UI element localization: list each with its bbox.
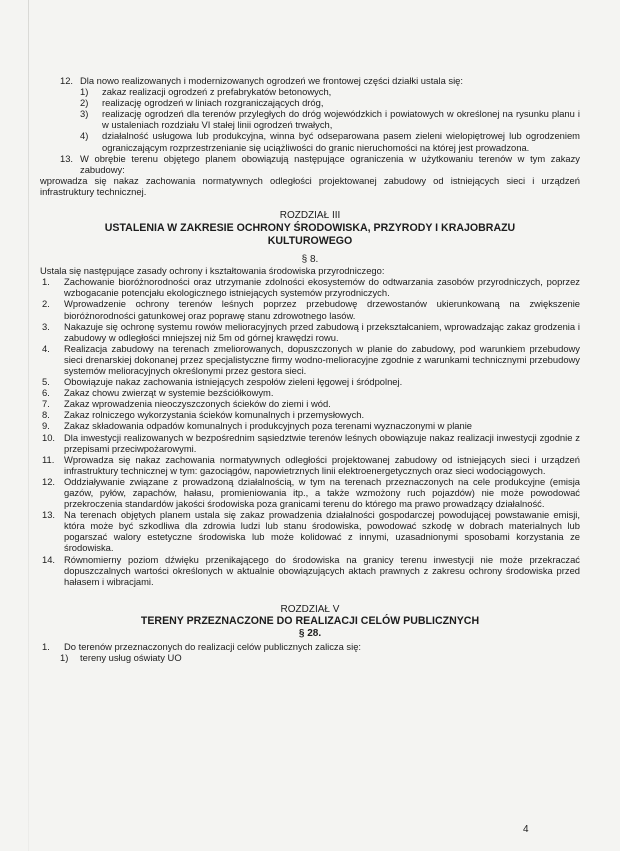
item-number: 14. xyxy=(42,553,56,565)
list-item xyxy=(40,387,580,398)
item-number: 9. xyxy=(42,420,50,432)
item-number: 2. xyxy=(42,298,50,310)
sub-item-number: 2) xyxy=(80,97,89,109)
sub-item-text: działalność usługowa lub produkcyjna, winna być odseparowana pasem zieleni wielopiętrowej lub ogrodzeniem ograniczającym rozprzestrzenianie się uciążliwości do granic nieruchomości na której jest prowadzona. xyxy=(102,130,580,153)
sub-item-number: 1) xyxy=(60,652,69,664)
list-item xyxy=(40,476,580,509)
list-item xyxy=(40,298,580,320)
item-number: 8. xyxy=(42,409,50,421)
list-item xyxy=(40,454,580,476)
sub-item-number: 3) xyxy=(80,108,89,120)
list-item xyxy=(40,343,580,376)
item-number: 7. xyxy=(42,398,50,410)
list-item xyxy=(40,153,580,175)
list-item xyxy=(40,398,580,409)
sub-item-text: tereny usług oświaty UO xyxy=(80,652,182,664)
sub-item-number: 4) xyxy=(80,130,89,142)
item-text: Zakaz rolniczego wykorzystania ścieków komunalnych i przemysłowych. xyxy=(64,409,365,421)
item-text: Do terenów przeznaczonych do realizacji celów publicznych zalicza się: xyxy=(64,641,362,653)
chapter-label: ROZDZIAŁ III xyxy=(279,210,341,222)
item-number: 1. xyxy=(42,276,50,288)
section-heading: § 28. xyxy=(298,627,322,639)
item-text: Na terenach objętych planem ustala się zakaz prowadzenia działalności gospodarczej powodującej powstawanie emisji, która może być szkodliwa dla zdrowia ludzi lub stanu środowiska, powodować szkodę w dobrach materialnych lub pogarszać walory estetyczne środowiska lub może kolidować z innymi, uzasadnionymi sposobami korzystania ze środowiska. xyxy=(64,509,580,554)
list-item xyxy=(40,276,580,298)
item-text: Zachowanie bioróżnorodności oraz utrzymanie zdolności ekosystemów do odtwarzania zasobów przyrodniczych, poprzez wzbogacanie potencjału ekologicznego istniejących systemów przyrodniczych. xyxy=(64,276,580,299)
sub-list-item xyxy=(40,108,580,130)
document-body xyxy=(40,75,580,663)
list-item xyxy=(40,75,580,86)
sub-list-item xyxy=(40,86,580,97)
item-text: Dla nowo realizowanych i modernizowanych ogrodzeń we frontowej części działki ustala się: xyxy=(80,75,463,86)
item-text: Realizacja zabudowy na terenach zmeliorowanych, dopuszczonych w planie do zabudowy, pod warunkiem przebudowy sieci drenarskiej dokonanej przez specjalistyczne firmy wodno-melioracyjne zgodnie z warunkami technicznymi przebudowy systemów melioracyjnych określonymi przez gestora sieci. xyxy=(64,342,580,376)
item-number: 3. xyxy=(42,320,50,332)
page-number: 4 xyxy=(523,824,529,835)
chapter-title: TERENY PRZEZNACZONE DO REALIZACJI CELÓW PUBLICZNYCH xyxy=(140,614,480,627)
item-text: Wprowadzenie ochrony terenów leśnych poprzez przebudowę drzewostanów ukierunkowaną na zwiększenie bioróżnorodności gatunkowej oraz poprawę stanu zdrowotnego lasów. xyxy=(64,298,580,321)
sub-item-text: realizację ogrodzeń w liniach rozgraniczających dróg, xyxy=(102,97,324,109)
paragraph-note: wprowadza się nakaz zachowania normatywnych odległości projektowanej zabudowy od istniejących sieci i urządzeń infrastruktury technicznej. xyxy=(40,174,580,197)
item-text: Zakaz składowania odpadów komunalnych i produkcyjnych poza terenami wyznaczonymi w planie xyxy=(64,420,473,432)
item-number: 5. xyxy=(42,376,50,388)
item-number: 13. xyxy=(60,152,74,164)
item-text: Równomierny poziom dźwięku przenikającego do środowiska na granicy terenu inwestycji nie może przekraczać dopuszczalnych wartości określonych w aktualnie obowiązujących aktach prawnych z zakresu ochrony środowiska przed hałasem i wibracjami. xyxy=(64,553,580,587)
section-intro: Ustala się następujące zasady ochrony i kształtowania środowiska przyrodniczego: xyxy=(40,265,385,277)
item-number: 1. xyxy=(42,641,50,653)
list-item xyxy=(40,409,580,420)
list-item xyxy=(40,420,580,431)
item-text: Oddziaływanie związane z prowadzoną działalnością, w tym na terenach przeznaczonych na cele produkcyjne (emisja gazów, pyłów, zapachów, hałasu, promieniowania itp., a także wzmożony ruch pojazdów) nie może powodować przekroczenia standardów jakości środowiska poza granicami terenu do którego ma prawo prowadzący działalność. xyxy=(64,475,580,510)
item-number: 13. xyxy=(42,509,56,521)
sub-list-item xyxy=(40,652,580,663)
chapter-label: ROZDZIAŁ V xyxy=(280,603,340,615)
sub-item-text: realizację ogrodzeń dla terenów przyległych do dróg wojewódzkich i powiatowych w określonej na rysunku planu i w ustaleniach rozdziału VI stałej linii ogrodzeń trwałych, xyxy=(102,108,580,131)
list-item xyxy=(40,509,580,553)
item-number: 12. xyxy=(60,75,74,86)
scan-edge xyxy=(28,0,29,851)
item-text: Nakazuje się ochronę systemu rowów melioracyjnych przed zabudową i przekształcaniem, wprowadzając zakaz grodzenia i zabudowy w odległości mniejszej niż 5m od górnej krawędzi rowu. xyxy=(64,320,580,343)
environment-rules-list xyxy=(40,276,580,587)
item-number: 10. xyxy=(42,431,56,443)
list-item xyxy=(40,432,580,454)
sub-item-text: zakaz realizacji ogrodzeń z prefabrykatów betonowych, xyxy=(102,86,332,98)
item-text: Wprowadza się nakaz zachowania normatywnych odległości projektowanej zabudowy od istniejących sieci i urządzeń infrastruktury technicznej w tym: gazociągów, napowietrznych linii elektroenergetycznych oraz sieci wodociągowych. xyxy=(64,453,580,476)
item-text: Obowiązuje nakaz zachowania istniejących zespołów zieleni łęgowej i śródpolnej. xyxy=(64,376,403,388)
list-item xyxy=(40,321,580,343)
item-text: Dla inwestycji realizowanych w bezpośrednim sąsiedztwie terenów leśnych obowiązuje nakaz realizacji inwestycji zgodnie z przepisami przeciwpożarowymi. xyxy=(64,431,580,454)
item-text: Zakaz wprowadzenia nieoczyszczonych ścieków do ziemi i wód. xyxy=(64,398,331,410)
list-item xyxy=(40,554,580,587)
item-text: W obrębie terenu objętego planem obowiązują następujące ograniczenia w użytkowaniu terenów w tym zakazy zabudowy: xyxy=(80,152,580,175)
list-item xyxy=(40,376,580,387)
item-number: 12. xyxy=(42,475,56,487)
item-number: 6. xyxy=(42,387,50,399)
chapter-title: USTALENIA W ZAKRESIE OCHRONY ŚRODOWISKA, PRZYRODY I KRAJOBRAZU KULTUROWEGO xyxy=(104,222,516,248)
item-number: 4. xyxy=(42,342,50,354)
sub-item-number: 1) xyxy=(80,86,89,98)
section-heading: § 8. xyxy=(301,254,319,266)
sub-list-item xyxy=(40,130,580,152)
item-number: 11. xyxy=(42,453,55,465)
sub-list-item xyxy=(40,97,580,108)
list-item xyxy=(40,641,580,652)
item-text: Zakaz chowu zwierząt w systemie bezściółkowym. xyxy=(64,387,274,399)
